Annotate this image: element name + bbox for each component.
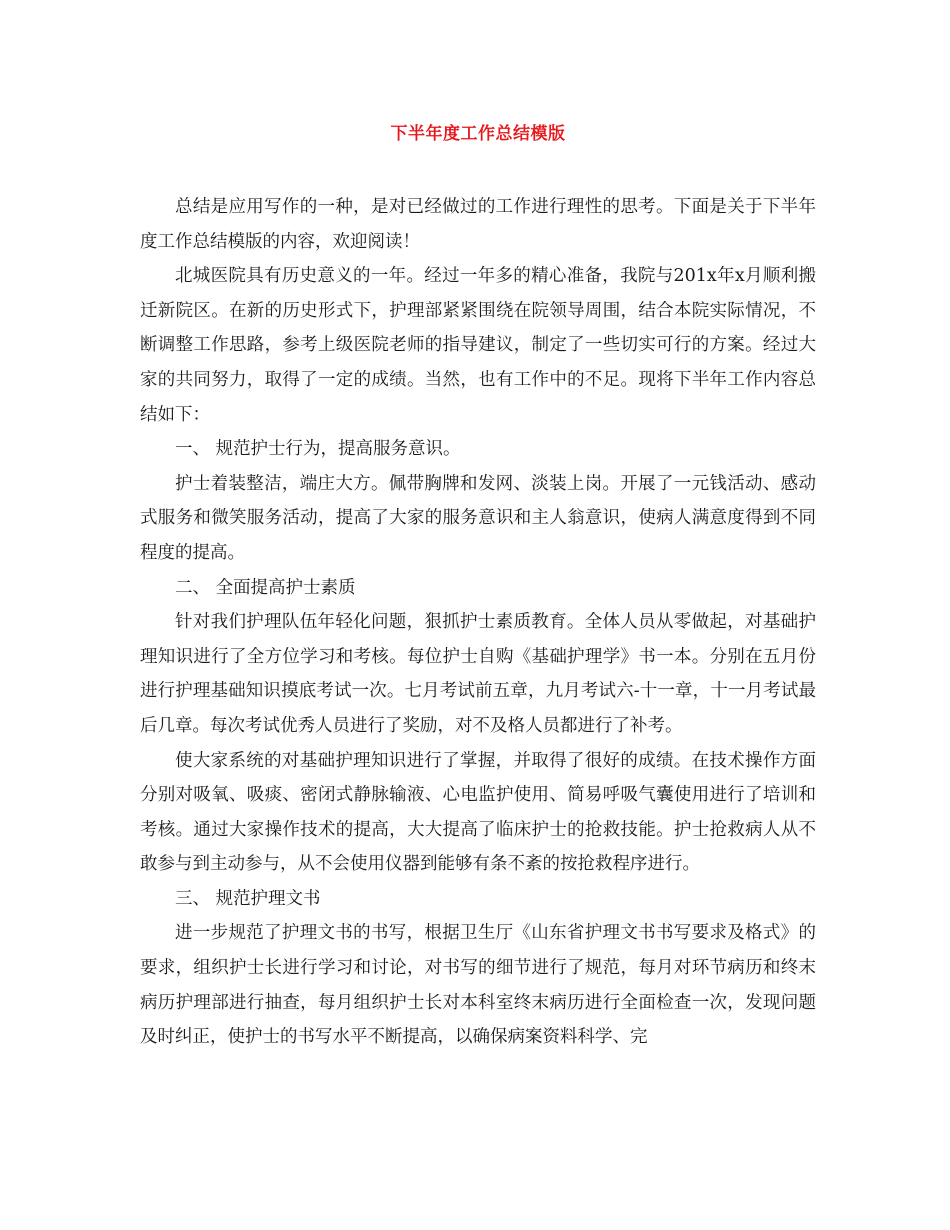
intro-paragraph: 总结是应用写作的一种，是对已经做过的工作进行理性的思考。下面是关于下半年度工作总结模版的内容，欢迎阅读！ [140, 197, 816, 252]
section-1-paragraph: 护士着装整洁，端庄大方。佩带胸牌和发网、淡装上岗。开展了一元钱活动、感动式服务和微笑服务活动，提高了大家的服务意识和主人翁意识，使病人满意度得到不同程度的提高。 [140, 473, 816, 563]
document-body [140, 190, 816, 1055]
section-3-paragraph: 进一步规范了护理文书的书写，根据卫生厅《山东省护理文书书写要求及格式》的要求，组织护士长进行学习和讨论，对书写的细节进行了规范，每月对环节病历和终末病历护理部进行抽查，每月组织护士长对本科室终末病历进行全面检查一次，发现问题及时纠正，使护士的书写水平不断提高，以确保病案资料科学、完 [140, 923, 816, 1048]
document-title: 下半年度工作总结模版 [390, 124, 566, 144]
background-paragraph: 北城医院具有历史意义的一年。经过一年多的精心准备，我院与201x年x月顺利搬迁新院区。在新的历史形式下，护理部紧紧围绕在院领导周围，结合本院实际情况，不断调整工作思路，参考上级医院老师的指导建议，制定了一些切实可行的方案。经过大家的共同努力，取得了一定的成绩。当然，也有工作中的不足。现将下半年工作内容总结如下： [140, 266, 816, 425]
section-heading-2: 二、 全面提高护士素质 [175, 577, 356, 598]
section-heading-1: 一、 规范护士行为，提高服务意识。 [175, 439, 461, 460]
section-2-paragraph-1: 针对我们护理队伍年轻化问题，狠抓护士素质教育。全体人员从零做起，对基础护理知识进行了全方位学习和考核。每位护士自购《基础护理学》书一本。分别在五月份进行护理基础知识摸底考试一次。七月考试前五章，九月考试六-十一章，十一月考试最后几章。每次考试优秀人员进行了奖励，对不及格人员都进行了补考。 [140, 612, 816, 736]
section-heading-3: 三、 规范护理文书 [175, 888, 321, 909]
section-2-paragraph-2: 使大家系统的对基础护理知识进行了掌握，并取得了很好的成绩。在技术操作方面分别对吸氧、吸痰、密闭式静脉输液、心电监护使用、简易呼吸气囊使用进行了培训和考核。通过大家操作技术的提高，大大提高了临床护士的抢救技能。护士抢救病人从不敢参与到主动参与，从不会使用仪器到能够有条不紊的按抢救程序进行。 [140, 750, 816, 875]
